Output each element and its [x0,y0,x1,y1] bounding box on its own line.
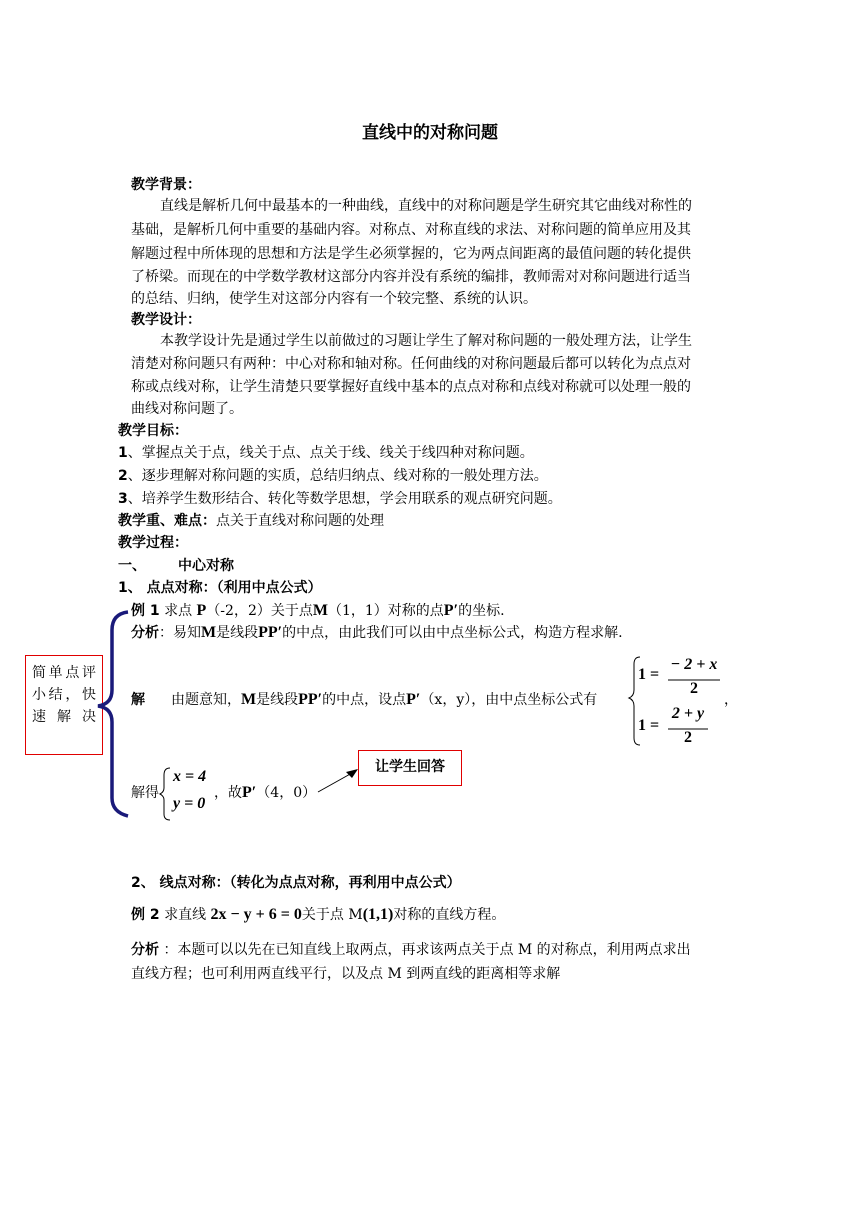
goal-text: 、逐步理解对称问题的实质，总结归纳点、线对称的一般处理方法。 [127,468,548,484]
design-heading: 教学设计： [131,312,201,328]
goals-heading: 教学目标： [118,423,188,439]
eq2-numerator: 2 + y [671,705,705,722]
text-run: 关于点 M [301,907,363,923]
text-run: ：本题可以以先在已知直线上取两点，再求该两点关于点 M 的对称点，利用两点求出 [159,942,691,958]
math-run: PP′ [258,624,283,641]
sub1-heading: 1、 点点对称：（利用中点公式） [118,580,322,596]
result-label: 解得 [131,785,159,801]
page-title: 直线中的对称问题 [362,123,498,143]
design-line-2: 清楚对称问题只有两种：中心对称和轴对称。任何曲线的对称问题最后都可以转化为点点对 [131,356,691,372]
text-run: 对称的直线方程。 [393,907,506,923]
key-points-heading: 教学重、难点： [118,513,216,529]
math-run: P [196,602,207,619]
section1-num: 一、 [118,558,146,574]
math-run: P′ [443,602,459,619]
text-run: 由题意知， [171,692,241,708]
text-run: ，故 [214,785,242,801]
text-run: ：易知 [159,625,201,641]
example2-statement [131,904,505,926]
math-run: M [312,602,328,619]
result-system-brace [160,768,170,820]
eq1-denominator: 2 [690,680,698,697]
example1-label: 例 1 [131,603,160,619]
math-run: PP′ [298,691,323,708]
text-run: 求直线 [159,907,211,923]
text-run: 是线段 [216,625,259,641]
answer-arrowhead [346,769,358,778]
text-run: （x，y），由中点坐标公式有 [420,692,598,708]
analysis-label: 分析 [131,625,159,641]
goal-num: 2 [118,468,128,484]
section1-title: 中心对称 [178,558,234,574]
background-line-2: 基础，是解析几何中重要的基础内容。对称点、对称直线的求法、对称问题的简单应用及其 [131,222,691,238]
analysis-label: 分析 [131,942,159,958]
process-heading: 教学过程： [118,535,188,551]
text-run: 求点 [159,603,197,619]
math-run: 2x − y + 6 = 0 [210,906,302,923]
result-y: y = 0 [173,795,206,812]
eq-comma: ， [724,692,738,708]
student-answer-box: 让学生回答 [358,750,462,786]
background-line-3: 解题过程中所体现的思想和方法是学生必须掌握的，它为两点间距离的最值问题的转化提供 [131,246,691,262]
eq2-denominator: 2 [684,729,692,746]
sub2-heading: 2、 线点对称：（转化为点点对称，再利用中点公式） [131,875,461,891]
teacher-note-box: 简单点评小结，快速解决 [25,655,103,755]
design-line-1: 本教学设计先是通过学生以前做过的习题让学生了解对称问题的一般处理方法，让学生 [160,333,692,349]
goal-num: 1 [118,445,128,461]
goal-text: 、培养学生数形结合、转化等数学思想，学会用联系的观点研究问题。 [127,491,562,507]
text-run: 的坐标. [458,603,505,619]
eq-system-brace-1 [629,657,640,745]
eq2-lhs: 1 = [638,717,660,734]
key-points-text: 点关于直线对称问题的处理 [216,513,384,529]
math-run: P′ [242,784,257,801]
eq1-numerator: − 2 + x [670,656,718,673]
math-run: M [201,624,217,641]
result-x: x = 4 [173,768,207,785]
background-line-4: 了桥梁。而现在的中学数学教材这部分内容并没有系统的编排，教师需对对称问题进行适当 [131,269,691,285]
left-curly-brace [98,612,128,816]
math-run: (1,1) [362,906,394,923]
example2-analysis-line-1 [131,939,691,961]
design-line-4: 曲线对称问题了。 [131,401,243,417]
answer-arrow-line [318,773,352,792]
math-run: P′ [406,691,421,708]
example2-label: 例 2 [131,907,160,923]
text-run: 的中点，设点 [322,692,407,708]
background-line-5: 的总结、归纳，使学生对这部分内容有一个较完整、系统的认识。 [131,291,537,307]
design-line-3: 称或点线对称，让学生清楚只要掌握好直线中基本的点点对称和点线对称就可以处理一般的 [131,379,691,395]
background-line-1: 直线是解析几何中最基本的一种曲线，直线中的对称问题是学生研究其它曲线对称性的 [160,198,692,214]
text-run: 是线段 [256,692,299,708]
eq1-lhs: 1 = [638,666,660,683]
text-run: 的中点，由此我们可以由中点坐标公式，构造方程求解. [282,625,623,641]
goal-text: 、掌握点关于点，线关于点、点关于线、线关于线四种对称问题。 [127,445,534,461]
text-run: （1，1）对称的点 [327,603,444,619]
text-run: （4，0） [256,785,317,801]
goal-num: 3 [118,491,128,507]
example2-analysis-line-2: 直线方程；也可利用两直线平行，以及点 M 到两直线的距离相等求解 [131,966,561,982]
text-run: （-2，2）关于点 [206,603,313,619]
solution-label: 解 [131,692,145,708]
math-run: M [241,691,257,708]
background-heading: 教学背景： [131,177,201,193]
